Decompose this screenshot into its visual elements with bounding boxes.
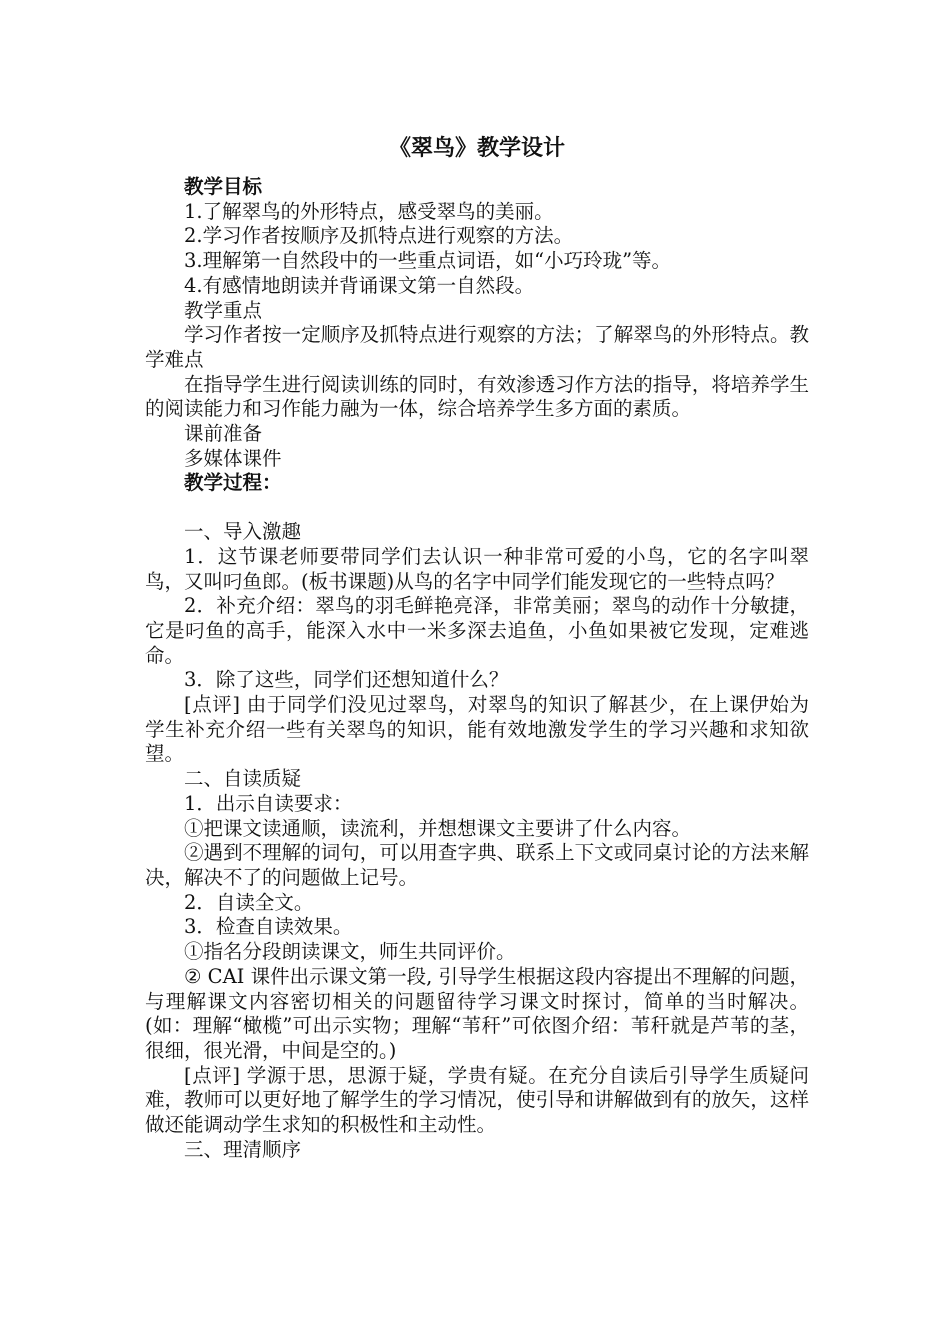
paragraph: 2.学习作者按顺序及抓特点进行观察的方法。 — [184, 224, 574, 248]
paragraph: 在指导学生进行阅读训练的同时，有效渗透习作方法的指导，将培养学生的阅读能力和习作能力融为一体，综合培养学生多方面的素质。 — [145, 372, 809, 421]
paragraph: 二、自读质疑 — [184, 767, 302, 791]
paragraph: [点评] 由于同学们没见过翠鸟，对翠鸟的知识了解甚少，在上课伊始为学生补充介绍一些有关翠鸟的知识，能有效地激发学生的学习兴趣和求知欲望。 — [145, 693, 809, 766]
paragraph: 一、导入激趣 — [184, 520, 302, 544]
section-heading: 教学过程： — [184, 471, 282, 495]
document-body — [145, 175, 809, 1162]
paragraph: 1.了解翠鸟的外形特点，感受翠鸟的美丽。 — [184, 199, 554, 223]
paragraph: ①指名分段朗读课文，师生共同评价。 — [184, 940, 516, 964]
paragraph: 3.理解第一自然段中的一些重点词语，如“小巧玲珑”等。 — [184, 249, 672, 273]
paragraph: 学习作者按一定顺序及抓特点进行观察的方法；了解翠鸟的外形特点。教学难点 — [145, 323, 809, 371]
paragraph: 课前准备 — [184, 422, 263, 446]
paragraph: 多媒体课件 — [184, 446, 282, 470]
blank-line — [145, 496, 809, 520]
paragraph: 1．出示自读要求： — [184, 791, 353, 815]
paragraph: 4.有感情地朗读并背诵课文第一自然段。 — [184, 273, 535, 297]
paragraph: ② CAI 课件出示课文第一段, 引导学生根据这段内容提出不理解的问题，与理解课文内容密切相关的问题留待学习课文时探讨，简单的当时解决。(如：理解“橄榄”可出示实物；理解“苇秆”可依图介绍：苇秆就是芦苇的茎，很细，很光滑，中间是空的。) — [145, 964, 809, 1062]
paragraph: [点评] 学源于思，思源于疑，学贵有疑。在充分自读后引导学生质疑问难，教师可以更好地了解学生的学习情况，使引导和讲解做到有的放矢，这样做还能调动学生求知的积极性和主动性。 — [145, 1063, 809, 1137]
section-heading: 教学目标 — [184, 175, 263, 198]
paragraph: 2．自读全文。 — [184, 890, 314, 914]
document-page — [145, 133, 809, 1162]
paragraph: 3．检查自读效果。 — [184, 915, 353, 939]
paragraph: ②遇到不理解的词句，可以用查字典、联系上下文或同桌讨论的方法来解决，解决不了的问题做上记号。 — [145, 841, 809, 889]
paragraph: 2．补充介绍：翠鸟的羽毛鲜艳亮泽，非常美丽；翠鸟的动作十分敏捷，它是叼鱼的高手，能深入水中一米多深去追鱼，小鱼如果被它发现，定难逃命。 — [145, 594, 809, 667]
paragraph: 教学重点 — [184, 298, 263, 322]
paragraph: ①把课文读通顺，读流利，并想想课文主要讲了什么内容。 — [184, 816, 692, 840]
paragraph: 3．除了这些，同学们还想知道什么？ — [184, 668, 509, 692]
paragraph: 1．这节课老师要带同学们去认识一种非常可爱的小鸟，它的名字叫翠鸟，又叫叼鱼郎。(板书课题)从鸟的名字中同学们能发现它的一些特点吗？ — [145, 544, 809, 593]
paragraph: 三、理清顺序 — [184, 1137, 302, 1161]
document-title: 《翠鸟》教学设计 — [388, 135, 565, 161]
